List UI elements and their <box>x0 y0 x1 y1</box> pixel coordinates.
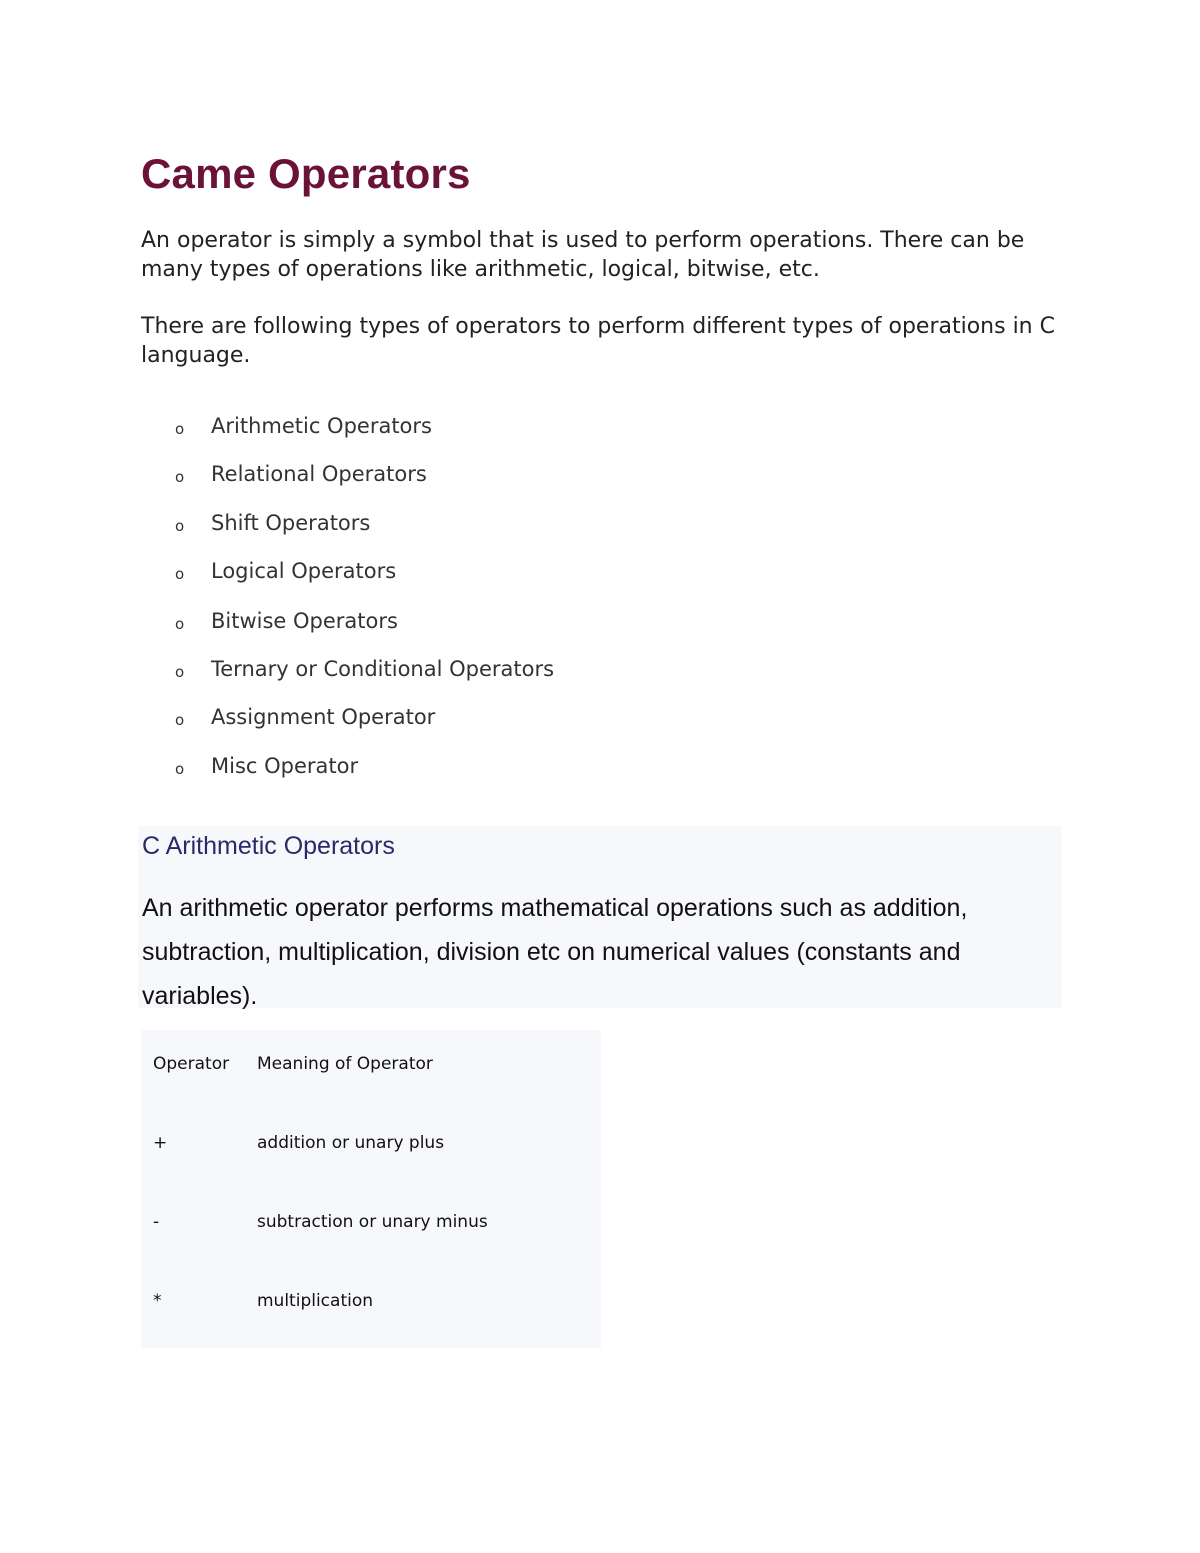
arithmetic-section <box>138 826 1062 1008</box>
table-header-operator: Operator <box>153 1054 230 1074</box>
list-item-label: Logical Operators <box>211 559 397 583</box>
list-item <box>175 654 875 684</box>
bullet-icon: o <box>175 760 185 778</box>
list-item <box>175 508 875 538</box>
list-item <box>175 411 875 441</box>
bullet-icon: o <box>175 615 185 633</box>
list-item-label: Ternary or Conditional Operators <box>211 657 555 681</box>
operator-table <box>141 1030 601 1348</box>
bullet-icon: o <box>175 565 185 583</box>
table-cell-operator: - <box>153 1212 160 1232</box>
list-item-label: Relational Operators <box>211 462 427 486</box>
types-intro-paragraph: There are following types of operators to perform different types of operations in C language. <box>141 314 1055 368</box>
list-item <box>175 556 875 586</box>
list-item <box>175 606 875 636</box>
table-cell-meaning: subtraction or unary minus <box>257 1212 488 1232</box>
section-heading: C Arithmetic Operators <box>142 832 395 860</box>
bullet-icon: o <box>175 663 185 681</box>
table-cell-operator: + <box>153 1133 168 1153</box>
bullet-icon: o <box>175 517 185 535</box>
list-item <box>175 459 875 489</box>
list-item <box>175 751 875 781</box>
table-header-meaning: Meaning of Operator <box>257 1054 433 1074</box>
table-cell-meaning: addition or unary plus <box>257 1133 445 1153</box>
table-cell-meaning: multiplication <box>257 1291 374 1311</box>
list-item <box>175 702 875 732</box>
bullet-icon: o <box>175 468 185 486</box>
list-item-label: Shift Operators <box>211 511 371 535</box>
bullet-icon: o <box>175 711 185 729</box>
bullet-icon: o <box>175 420 185 438</box>
section-description: An arithmetic operator performs mathematical operations such as addition, subtraction, multiplication, division etc on numerical values (constants and variables). <box>142 894 968 1010</box>
page-title: Came Operators <box>141 150 471 197</box>
list-item-label: Misc Operator <box>211 754 359 778</box>
list-item-label: Bitwise Operators <box>211 609 398 633</box>
list-item-label: Arithmetic Operators <box>211 414 432 438</box>
intro-paragraph: An operator is simply a symbol that is used to perform operations. There can be many types of operations like arithmetic, logical, bitwise, etc. <box>141 228 1025 282</box>
list-item-label: Assignment Operator <box>211 705 436 729</box>
table-cell-operator: * <box>153 1291 162 1311</box>
